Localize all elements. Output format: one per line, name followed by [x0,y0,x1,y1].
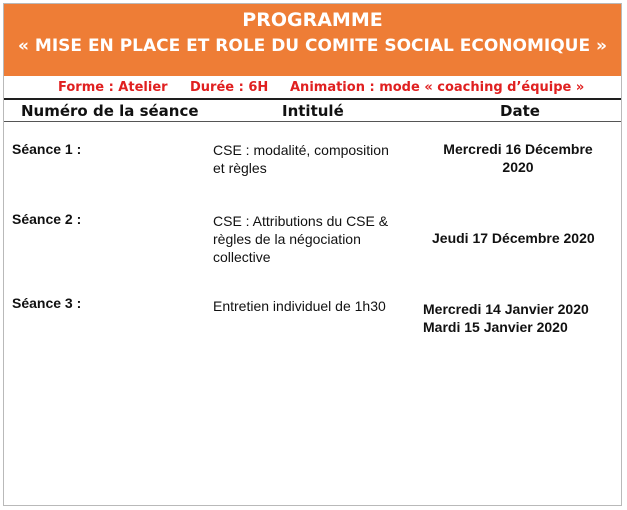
session-1-date-line: 2020 [502,159,534,175]
session-1-date-line: Mercredi 16 Décembre [443,141,593,157]
program-title: PROGRAMME [242,9,383,31]
session-2-title [213,212,413,266]
session-2-date [432,229,595,247]
session-1-label: Séance 1 : [12,141,82,157]
meta-forme: Forme : Atelier [58,80,168,95]
column-header-numero: Numéro de la séance [21,102,199,120]
session-3-date [423,300,589,336]
session-2-title-line: CSE : Attributions du CSE & [213,213,389,229]
session-1-title [213,141,413,177]
column-header-date: Date [500,102,540,120]
meta-duree: Durée : 6H [190,80,269,95]
column-header-intitule: Intitulé [282,102,344,120]
session-2-label: Séance 2 : [12,211,82,227]
session-3-title-line: Entretien individuel de 1h30 [213,298,386,314]
session-1-date [418,140,618,176]
session-2-title-line: règles de la négociation [213,231,361,247]
session-2-title-line: collective [213,249,271,265]
session-1-title-line: CSE : modalité, composition [213,142,389,158]
session-3-title [213,297,433,315]
session-1-title-line: et règles [213,160,267,176]
session-2-date-line: Jeudi 17 Décembre 2020 [432,230,595,246]
meta-animation: Animation : mode « coaching d’équipe » [290,80,585,95]
session-3-date-line: Mardi 15 Janvier 2020 [423,319,568,335]
program-subtitle: « MISE EN PLACE ET ROLE DU COMITE SOCIAL ECONOMIQUE » [18,36,607,56]
divider-top [4,98,621,100]
divider-header [4,121,621,122]
program-header [4,4,621,76]
session-3-date-line: Mercredi 14 Janvier 2020 [423,301,589,317]
session-3-label: Séance 3 : [12,295,82,311]
